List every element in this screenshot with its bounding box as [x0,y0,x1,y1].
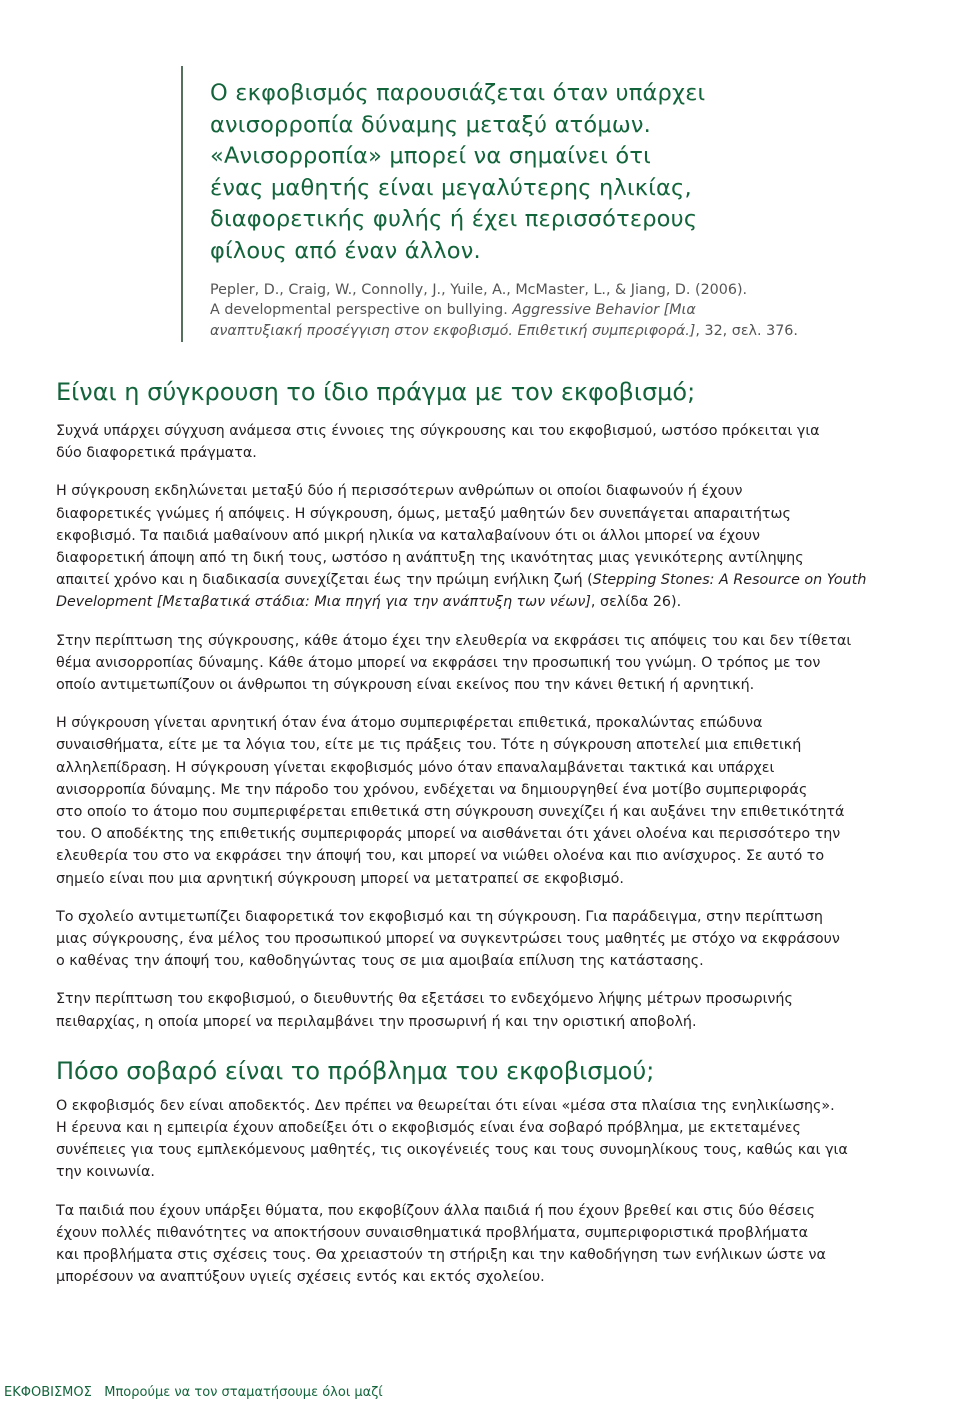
paragraph [56,420,916,464]
text-line: εκφοβισμό. Τα παιδιά μαθαίνουν από μικρή ηλικία να καταλαβαίνουν ότι οι άλλοι μπορεί να έχουν [56,527,761,544]
text-line: του. Ο αποδέκτης της επιθετικής συμπεριφοράς μπορεί να αισθάνεται ότι χάνει ολοένα και περισσότερο την [56,826,841,843]
quote-line: ένας μαθητής είναι μεγαλύτερης ηλικίας, [210,174,692,201]
text-line: ανισορροπία δύναμης. Με την πάροδο του χρόνου, ενδέχεται να δημιουργηθεί ένα μοτίβο συμπεριφοράς [56,781,808,798]
quote-line: Ο εκφοβισμός παρουσιάζεται όταν υπάρχει [210,80,706,106]
quote-line: ανισορροπία δύναμης μεταξύ ατόμων. [210,111,652,138]
quote-accent-rule [181,66,183,342]
footer-brand: ΕΚΦΟΒΙΣΜΟΣ [4,1385,92,1400]
citation-line [210,321,930,341]
paragraph [56,988,916,1032]
paragraph [56,480,916,613]
text-line: μιας σύγκρουσης, ένα μέλος του προσωπικού μπορεί να συγκεντρώσει τους μαθητές με στόχο να εκφράσουν [56,931,840,948]
text-line: οποίο αντιμετωπίζουν οι άνθρωποι τη σύγκρουση είναι εκείνος που την κάνει θετική ή αρνητική. [56,677,755,694]
quote-citation [210,280,930,341]
citation-title: Aggressive Behavior [Μια [512,302,696,319]
text-line: Η σύγκρουση γίνεται αρνητική όταν ένα άτομο συμπεριφέρεται επιθετικά, προκαλώντας επώδυνα [56,715,763,732]
text-line: πειθαρχίας, η οποία μπορεί να περιλαμβάνει την προσωρινή ή και την οριστική αποβολή. [56,1013,697,1030]
text-line: συναισθήματα, είτε με τα λόγια του, είτε με τις πράξεις του. Τότε η σύγκρουση αποτελεί μια επιθετική [56,737,802,754]
text-line: Ο εκφοβισμός δεν είναι αποδεκτός. Δεν πρέπει να θεωρείται ότι είναι «μέσα στα πλαίσια της ενηλικίωσης». [56,1097,835,1114]
text-segment: απαιτεί χρόνο και η διαδικασία συνεχίζεται έως την πρώιμη ενήλικη ζωή ( [56,572,593,589]
pull-quote [210,78,930,341]
source-title: Development [Μεταβατικά στάδια: Μια πηγή για την ανάπτυξη των νέων] [56,594,591,611]
text-line: συνέπειες για τους εμπλεκόμενους μαθητές, τις οικογένειές τους και τους συνομηλίκους τους, καθώς και για [56,1142,848,1159]
text-line: σημείο είναι που μια αρνητική σύγκρουση μπορεί να μετατραπεί σε εκφοβισμό. [56,870,624,887]
text-line: και προβλήματα στις σχέσεις τους. Θα χρειαστούν τη στήριξη και την καθοδήγηση των ενήλικων ώστε να [56,1247,826,1264]
paragraph [56,1095,916,1184]
text-line: Το σχολείο αντιμετωπίζει διαφορετικά τον εκφοβισμό και τη σύγκρουση. Για παράδειγμα, στην περίπτωση [56,908,823,925]
text-line: ο καθένας την άποψή του, καθοδηγώντας τους σε μια αμοιβαία επίλυση της κατάστασης. [56,953,704,970]
quote-line: διαφορετικής φυλής ή έχει περισσότερους [210,206,698,232]
text-line: διαφορετική άποψη από τη δική τους, ωστόσο η ανάπτυξη της ικανότητας μιας γενικότερης αντίληψης [56,550,804,567]
citation-line [210,300,930,320]
text-line: αλληλεπίδραση. Η σύγκρουση γίνεται εκφοβισμός μόνο όταν επαναλαμβάνεται τακτικά και υπάρχει [56,759,775,776]
paragraph [56,1200,916,1289]
text-line: Η σύγκρουση εκδηλώνεται μεταξύ δύο ή περισσότερων ανθρώπων οι οποίοι διαφωνούν ή έχουν [56,483,743,500]
source-title: Stepping Stones: A Resource on Youth [592,572,867,589]
section-heading-conflict: Είναι η σύγκρουση το ίδιο πράγμα με τον εκφοβισμό; [56,378,696,406]
text-line: στο οποίο το άτομο που συμπεριφέρεται επιθετικά στη σύγκρουση συνεχίζει ή και αυξάνει την επιθετικότητά [56,804,845,821]
footer-tagline: Μπορούμε να τον σταματήσουμε όλοι μαζί [104,1385,383,1400]
paragraph [56,906,916,973]
text-line: Συχνά υπάρχει σύγχυση ανάμεσα στις έννοιες της σύγκρουσης και του εκφοβισμού, ωστόσο πρόκειται για [56,423,820,439]
citation-line: Pepler, D., Craig, W., Connolly, J., Yuile, A., McMaster, L., & Jiang, D. (2006). [210,282,748,298]
text-line: Η έρευνα και η εμπειρία έχουν αποδείξει ότι ο εκφοβισμός είναι ένα σοβαρό πρόβλημα, με εκτεταμένες [56,1120,801,1137]
text-line: διαφορετικές γνώμες ή απόψεις. Η σύγκρουση, όμως, μεταξύ μαθητών δεν συνεπάγεται απαραιτήτως [56,505,791,522]
citation-title: αναπτυξιακή προσέγγιση στον εκφοβισμό. Επιθετική συμπεριφορά.] [210,322,696,339]
text-line: την κοινωνία. [56,1164,155,1181]
text-line [56,591,916,613]
text-segment: , σελίδα 26). [590,594,682,611]
section-heading-severity: Πόσο σοβαρό είναι το πρόβλημα του εκφοβισμού; [56,1056,655,1085]
quote-line: φίλους από έναν άλλον. [210,237,481,264]
text-line: ελευθερία του στο να εκφράσει την άποψή του, και μπορεί να νιώθει ολοένα και πιο ανίσχυρος. Σε αυτό το [56,848,825,865]
text-line: Στην περίπτωση του εκφοβισμού, ο διευθυντής θα εξετάσει το ενδεχόμενο λήψης μέτρων προσωρινής [56,991,793,1008]
text-line: μπορέσουν να αναπτύξουν υγιείς σχέσεις εντός και εκτός σχολείου. [56,1269,545,1286]
citation-text: A developmental perspective on bullying. [210,302,513,319]
text-line: Τα παιδιά που έχουν υπάρξει θύματα, που εκφοβίζουν άλλα παιδιά ή που έχουν βρεθεί και στις δύο θέσεις [56,1202,816,1219]
text-line: θέμα ανισορροπίας δύναμης. Κάθε άτομο μπορεί να εκφράσει την προσωπική του γνώμη. Ο τρόπος με τον [56,654,821,671]
paragraph [56,712,916,890]
text-line [56,569,916,591]
page-footer [4,1384,383,1402]
citation-text: , 32, σελ. 376. [695,322,798,339]
pull-quote-text [210,78,930,267]
text-line: έχουν πολλές πιθανότητες να αποκτήσουν συναισθηματικά προβλήματα, συμπεριφοριστικά προβλήματα [56,1224,809,1241]
text-line: δύο διαφορετικά πράγματα. [56,445,257,462]
paragraph [56,630,916,697]
main-content [56,376,916,1289]
text-line: Στην περίπτωση της σύγκρουσης, κάθε άτομο έχει την ελευθερία να εκφράσει τις απόψεις του και δεν τίθεται [56,632,852,649]
quote-line: «Ανισορροπία» μπορεί να σημαίνει ότι [210,143,651,169]
